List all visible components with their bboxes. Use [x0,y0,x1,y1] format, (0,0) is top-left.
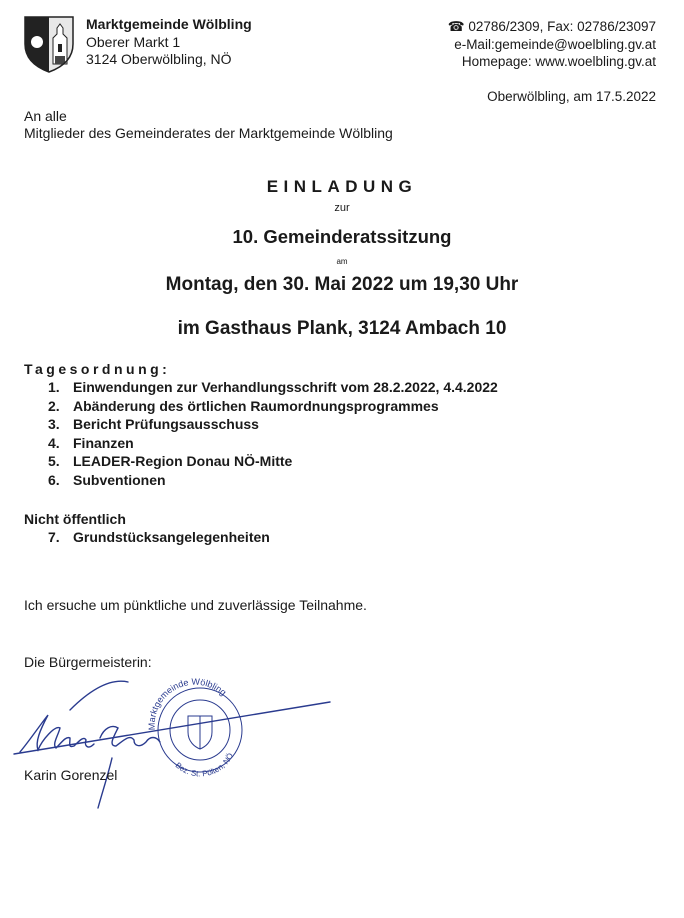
signatory-role: Die Bürgermeisterin: [24,654,152,670]
phone-line [448,18,656,36]
agenda-item: 7. Grundstücksangelegenheiten [48,529,270,545]
stamp-text-bottom: Bez. St. Pölten, NÖ [173,751,236,779]
coat-of-arms-logo [22,14,76,74]
recipients-line-1: An alle [24,108,67,124]
signature-and-stamp [0,670,340,820]
sender-block [86,16,252,69]
invitation-am: am [336,257,348,266]
telephone-icon: ☎ [447,19,465,34]
recipients [24,108,393,142]
agenda-item: 2. Abänderung des örtlichen Raumordnungsprogrammes [48,397,439,414]
closing-sentence: Ich ersuche um pünktliche und zuverlässige Teilnahme. [24,597,367,613]
org-name: Marktgemeinde Wölbling [86,16,252,32]
email-line: e-Mail:gemeinde@woelbling.gv.at [454,36,656,52]
agenda-item: 4. Finanzen [48,434,134,451]
phone-text: 02786/2309, Fax: 02786/23097 [468,19,656,34]
private-heading: Nicht öffentlich [24,511,126,527]
private-agenda-list [48,528,270,547]
invitation-title: EINLADUNG [266,177,418,196]
agenda-heading: Tagesordnung: [24,361,171,377]
stamp-text-top: Marktgemeinde Wölbling [146,676,229,731]
session-title: 10. Gemeinderatssitzung [232,226,452,247]
handwritten-signature [14,681,330,808]
invitation-zur: zur [334,202,350,214]
contact-block [448,18,656,71]
agenda-item: 3. Bericht Prüfungsausschuss [48,416,259,433]
agenda-item: 1. Einwendungen zur Verhandlungsschrift vom 28.2.2022, 4.4.2022 [48,379,498,395]
org-street: Oberer Markt 1 [86,33,181,50]
agenda-list [48,378,498,490]
agenda-item: 6. Subventionen [48,471,166,488]
signatory-name: Karin Gorenzel [24,767,118,783]
agenda-item: 5. LEADER-Region Donau NÖ-Mitte [48,453,293,470]
recipients-line-2: Mitglieder des Gemeinderates der Marktgemeinde Wölbling [24,125,393,141]
session-datetime: Montag, den 30. Mai 2022 um 19,30 Uhr [165,274,519,295]
session-place: im Gasthaus Plank, 3124 Ambach 10 [177,318,507,339]
org-city: 3124 Oberwölbling, NÖ [86,51,232,67]
letter-date: Oberwölbling, am 17.5.2022 [487,89,656,104]
homepage-line: Homepage: www.woelbling.gv.at [461,54,656,69]
